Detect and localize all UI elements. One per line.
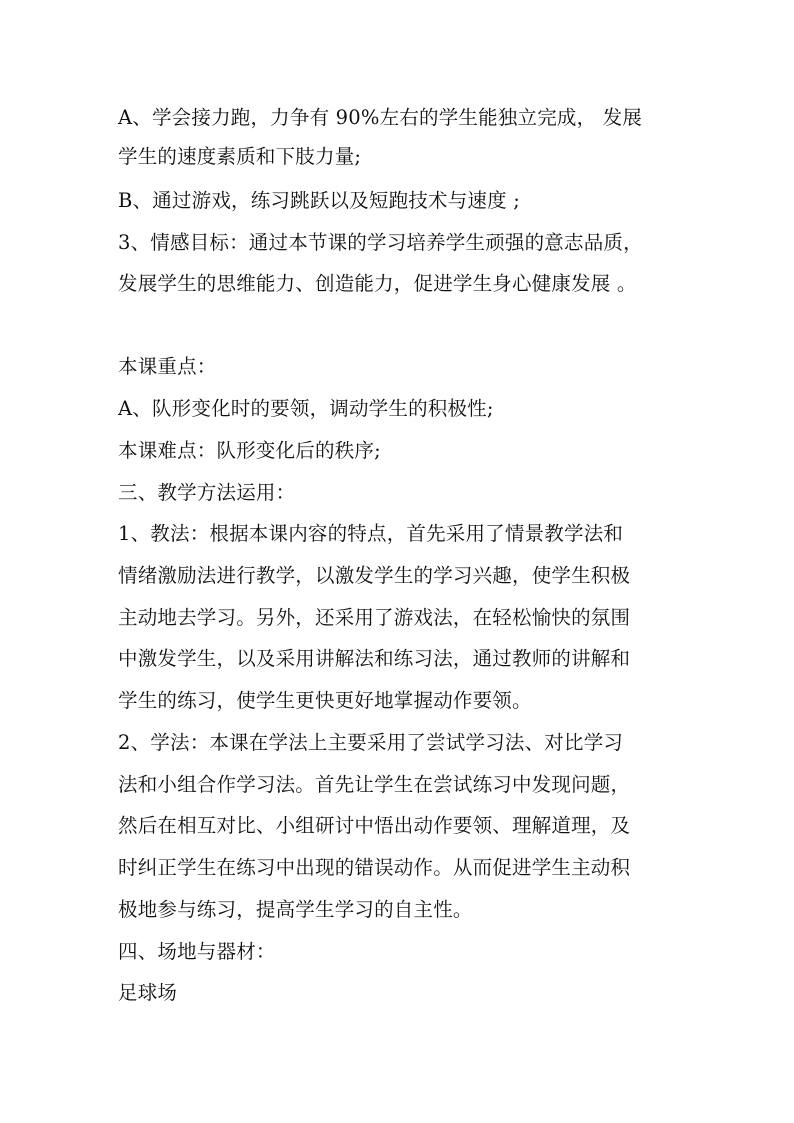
section-heading-key-points: 本课重点： <box>118 355 217 378</box>
text-line-learning-method-2: 法和小组合作学习法。首先让学生在尝试练习中发现问题， <box>118 773 631 796</box>
section-heading-teaching-methods: 三、教学方法运用： <box>118 481 296 504</box>
text-line-learning-method-3: 然后在相互对比、小组研讨中悟出动作要领、理解道理，及 <box>118 814 631 837</box>
text-line-key-point-a: A、队形变化时的要领，调动学生的积极性; <box>118 397 494 420</box>
text-line-teaching-method-5: 学生的练习，使学生更快更好地掌握动作要领。 <box>118 689 532 712</box>
text-line-goal-a: A、学会接力跑，力争有 90%左右的学生能独立完成， 发展 <box>118 106 643 129</box>
text-line-difficult-point: 本课难点：队形变化后的秩序; <box>118 439 381 462</box>
text-line-teaching-method-4: 中激发学生，以及采用讲解法和练习法，通过教师的讲解和 <box>118 647 631 670</box>
section-heading-venue-equipment: 四、场地与器材： <box>118 940 276 963</box>
text-line-teaching-method-2: 情绪激励法进行教学，以激发学生的学习兴趣，使学生积极 <box>118 564 631 587</box>
text-line-emotional-goal: 3、情感目标：通过本节课的学习培养学生顽强的意志品质， <box>118 231 643 254</box>
text-line-learning-method-5: 极地参与练习，提高学生学习的自主性。 <box>118 898 473 921</box>
text-line-goal-b: B、通过游戏，练习跳跃以及短跑技术与速度 ; <box>118 189 520 212</box>
text-line-venue: 足球场 <box>118 981 178 1004</box>
text-line-learning-method-4: 时纠正学生在练习中出现的错误动作。从而促进学生主动积 <box>118 856 631 879</box>
text-line-teaching-method-1: 1、教法：根据本课内容的特点，首先采用了情景教学法和 <box>118 522 624 545</box>
text-line-emotional-goal-cont: 发展学生的思维能力、创造能力，促进学生身心健康发展 。 <box>118 272 637 295</box>
text-line-learning-method-1: 2、学法：本课在学法上主要采用了尝试学习法、对比学习 <box>118 731 624 754</box>
text-line-goal-a-cont: 学生的速度素质和下肢力量; <box>118 145 362 168</box>
text-line-teaching-method-3: 主动地去学习。另外，还采用了游戏法，在轻松愉快的氛围 <box>118 606 631 629</box>
